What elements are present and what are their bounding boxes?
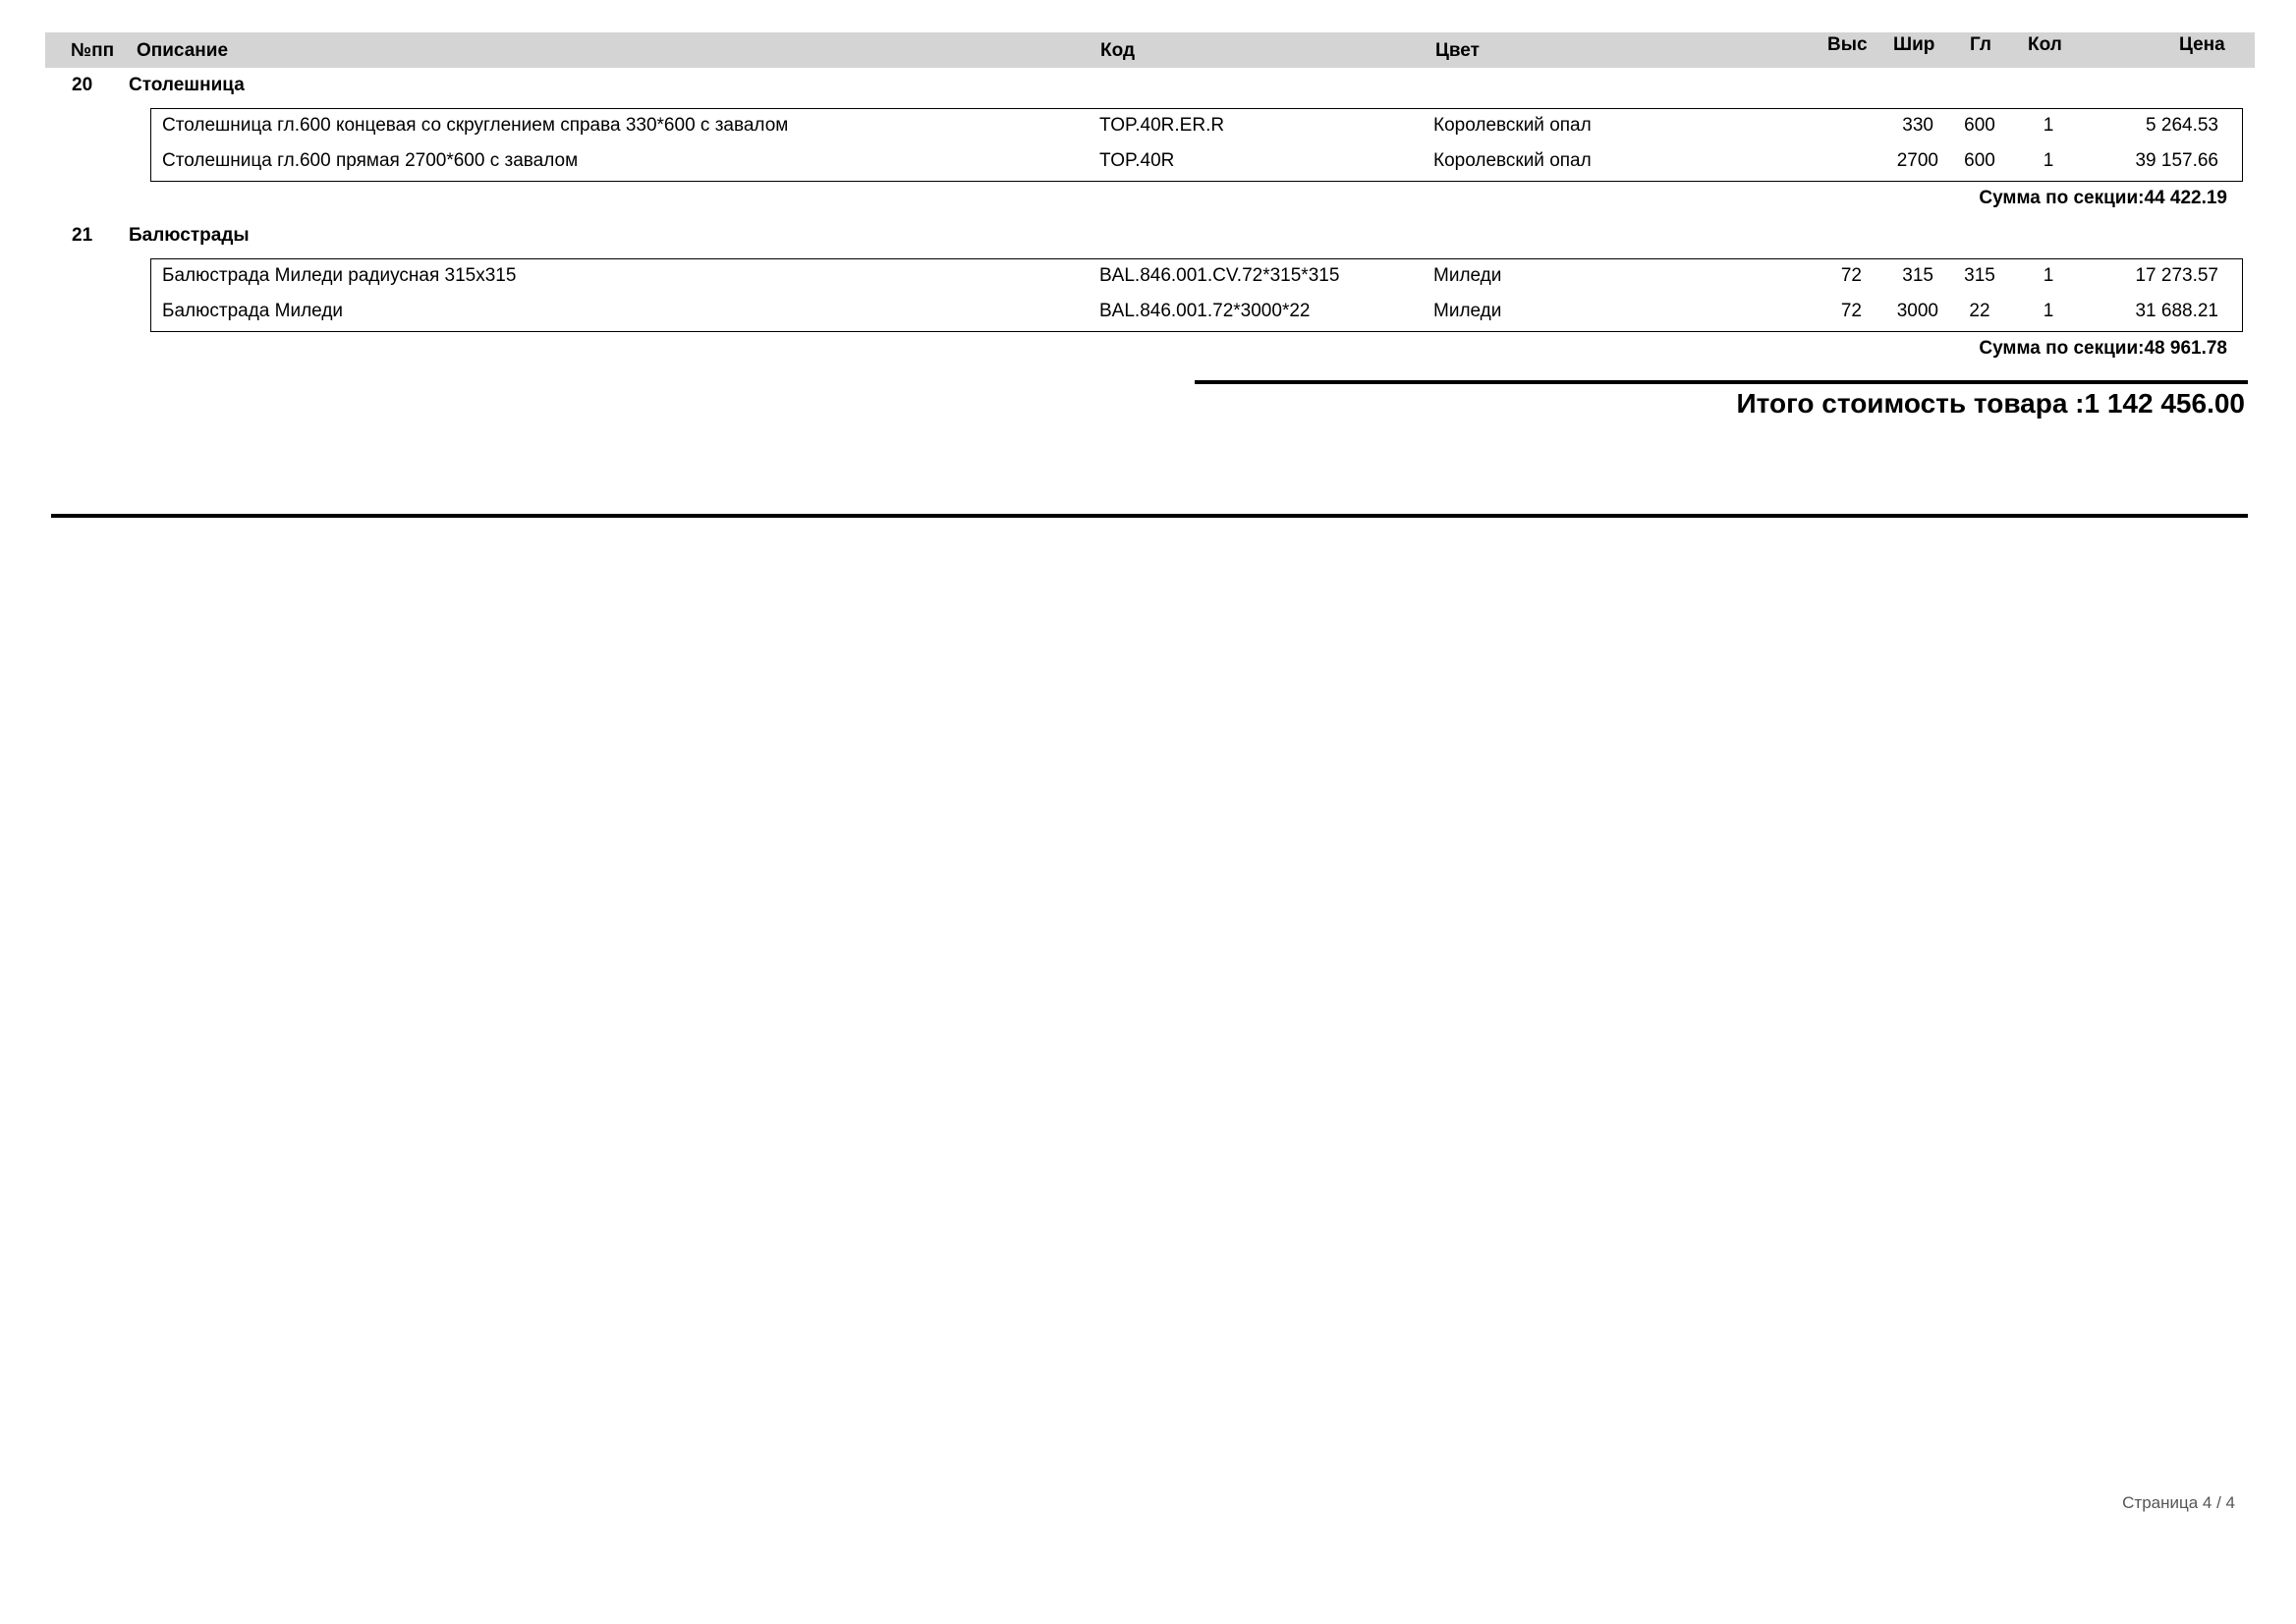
item-qty: 1: [2043, 301, 2054, 321]
item-description: Балюстрада Миледи радиусная 315х315: [162, 265, 517, 286]
section-number: 21: [72, 225, 93, 246]
header-depth: Гл: [1970, 34, 1991, 55]
item-height: 72: [1840, 265, 1862, 286]
item-width: 315: [1902, 265, 1933, 286]
section-number: 20: [72, 75, 93, 95]
item-price: 17 273.57: [2135, 265, 2218, 286]
item-width: 330: [1902, 115, 1933, 136]
item-price: 39 157.66: [2135, 150, 2218, 171]
item-code: BAL.846.001.CV.72*315*315: [1099, 265, 1340, 286]
item-depth: 22: [1969, 301, 1990, 321]
item-price: 5 264.53: [2146, 115, 2218, 136]
item-depth: 600: [1964, 150, 1995, 171]
item-code: TOP.40R: [1099, 150, 1175, 171]
item-description: Балюстрада Миледи: [162, 301, 344, 321]
item-color: Миледи: [1433, 265, 1502, 286]
item-color: Королевский опал: [1433, 150, 1592, 171]
item-price: 31 688.21: [2135, 301, 2218, 321]
header-description: Описание: [137, 40, 229, 61]
header-qty: Кол: [2028, 34, 2062, 55]
grand-total: Итого стоимость товара :1 142 456.00: [1736, 388, 2245, 419]
item-code: TOP.40R.ER.R: [1099, 115, 1225, 136]
section-subtotal: Сумма по секции:48 961.78: [1979, 338, 2227, 359]
item-qty: 1: [2043, 115, 2054, 136]
header-height: Выс: [1827, 34, 1868, 55]
item-color: Миледи: [1433, 301, 1502, 321]
item-qty: 1: [2043, 150, 2054, 171]
item-qty: 1: [2043, 265, 2054, 286]
section-title: Балюстрады: [129, 225, 250, 246]
item-depth: 600: [1964, 115, 1995, 136]
section-subtotal: Сумма по секции:44 422.19: [1979, 188, 2227, 208]
header-num: №пп: [71, 40, 115, 61]
item-width: 2700: [1896, 150, 1938, 171]
bottom-divider: [51, 514, 2248, 518]
item-color: Королевский опал: [1433, 115, 1592, 136]
section-title: Столешница: [129, 75, 245, 95]
header-color: Цвет: [1435, 40, 1480, 61]
header-code: Код: [1100, 40, 1136, 61]
page-number: Страница 4 / 4: [2122, 1493, 2235, 1512]
item-width: 3000: [1896, 301, 1938, 321]
header-price: Цена: [2179, 34, 2225, 55]
item-description: Столешница гл.600 концевая со скруглением справа 330*600 с завалом: [162, 115, 789, 136]
item-depth: 315: [1964, 265, 1995, 286]
total-divider: [1195, 380, 2248, 384]
item-description: Столешница гл.600 прямая 2700*600 с завалом: [162, 150, 579, 171]
item-code: BAL.846.001.72*3000*22: [1099, 301, 1311, 321]
item-height: 72: [1840, 301, 1862, 321]
header-width: Шир: [1893, 34, 1935, 55]
